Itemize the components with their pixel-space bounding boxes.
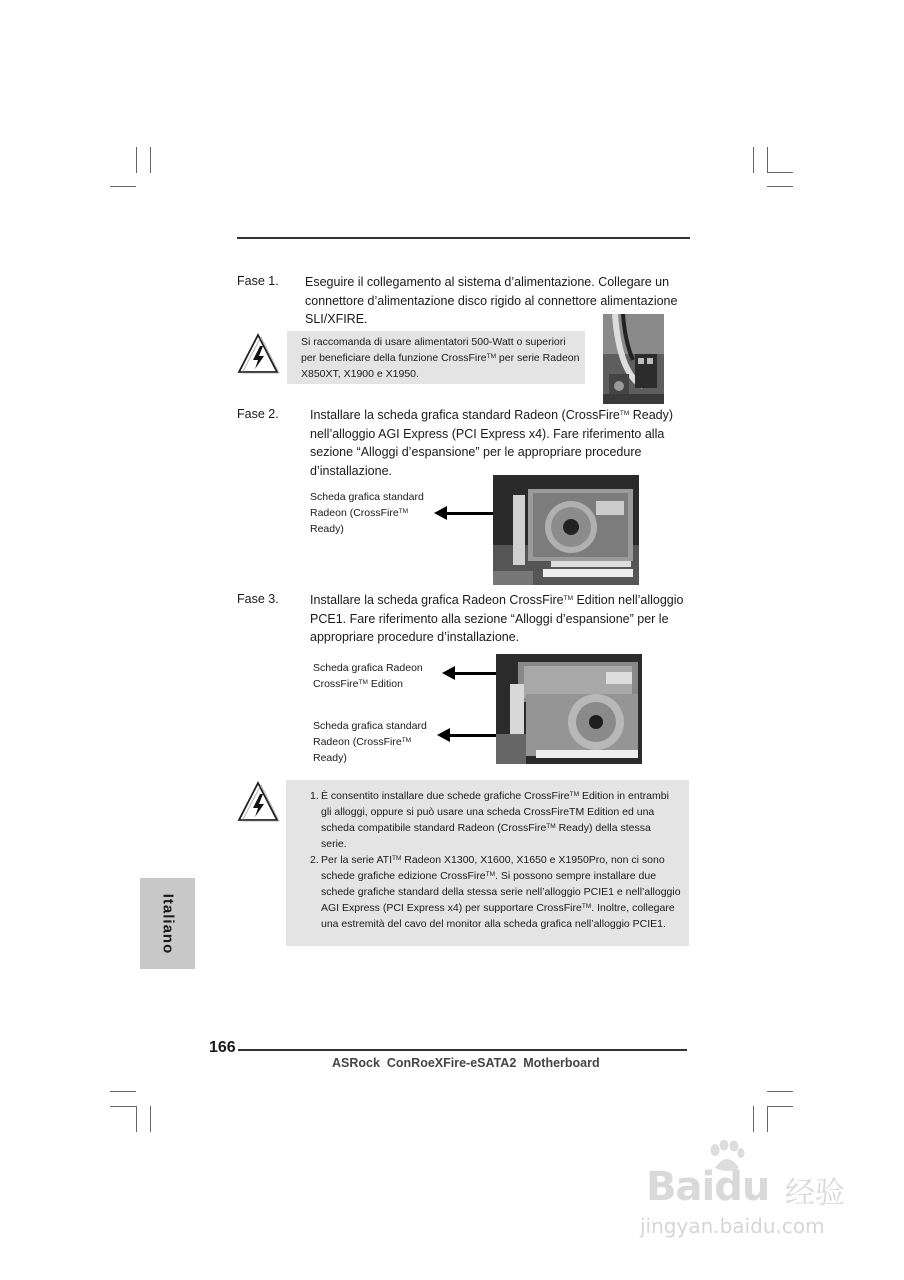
watermark [640, 1140, 890, 1240]
caption-line: Scheda grafica standard [310, 491, 424, 503]
trademark: TM [392, 855, 402, 862]
caption-text: Radeon (CrossFire [310, 507, 399, 519]
trademark: TM [486, 353, 496, 360]
text-span: Installare la scheda grafica standard Radeon (CrossFire [310, 408, 620, 422]
note-text: . Si possono sempre installare due [494, 870, 657, 882]
step-1-label: Fase 1. [237, 274, 279, 288]
caption-line: Scheda grafica Radeon [313, 662, 423, 674]
trademark: TM [569, 791, 580, 798]
step-3-text [310, 591, 684, 647]
trademark: TM [401, 737, 412, 744]
watermark-logo-text: du [714, 1164, 770, 1210]
crossfire-note [286, 780, 689, 946]
caption-line: Ready) [310, 523, 344, 535]
step-2-text [310, 406, 673, 480]
caption-text: Edition [367, 678, 403, 690]
dual-card-photo [496, 654, 642, 764]
footer-rule [238, 1049, 687, 1051]
text-line: connettore d’alimentazione disco rigido al connettore alimentazione [305, 293, 678, 308]
note-text: per serie Radeon [496, 352, 580, 364]
trademark: TM [546, 823, 556, 830]
text-line: PCE1. Fare riferimento alla sezione “Alloggi d’espansione” per le [310, 611, 669, 626]
trademark: TM [581, 903, 592, 910]
text-line: sezione “Alloggi d’espansione” per le appropriare procedure [310, 445, 642, 459]
warning-icon [236, 780, 280, 824]
note-text: Edition in entrambi [579, 790, 669, 802]
crop-mark [150, 147, 151, 173]
caption-text: Radeon (CrossFire [313, 736, 402, 748]
page-number: 166 [209, 1039, 236, 1056]
watermark-logo [646, 1164, 769, 1210]
crop-mark [110, 1091, 136, 1092]
note-text: AGI Express (PCI Express x4) per supportare CrossFire [321, 902, 582, 914]
caption-standard-card-2 [313, 718, 427, 766]
crop-mark [136, 147, 137, 173]
crop-mark [767, 1106, 768, 1132]
caption-standard-card [310, 489, 424, 537]
text-line: d’installazione. [310, 463, 392, 478]
text-span: Edition nell’alloggio [573, 593, 684, 607]
text-line: nell’alloggio AGI Express (PCI Express x4). Fare riferimento alla [310, 426, 665, 441]
note-line [321, 868, 688, 884]
list-number: 2. [310, 854, 319, 866]
text-span: Ready) [629, 408, 674, 422]
trademark: TM [398, 508, 409, 515]
caption-line [313, 676, 423, 692]
language-tab-label: Italiano [159, 893, 176, 954]
note-line: X850XT, X1900 e X1950. [301, 368, 419, 380]
crop-mark [767, 1091, 793, 1092]
crop-mark [150, 1106, 151, 1132]
note-line [321, 820, 688, 836]
note-text: schede grafiche edizione CrossFire [321, 870, 486, 882]
crop-mark [767, 1106, 793, 1107]
list-item [310, 852, 688, 932]
crop-mark [767, 172, 793, 173]
text-line: SLI/XFIRE. [305, 312, 368, 326]
watermark-logo-text: Bai [646, 1164, 715, 1210]
list-item [310, 788, 688, 852]
caption-text: CrossFire [313, 678, 359, 690]
trademark: TM [485, 871, 495, 878]
note-line [321, 900, 688, 916]
text-span: Installare la scheda grafica Radeon CrossFire [310, 593, 564, 607]
note-line [301, 350, 586, 366]
footer-title: ASRock ConRoeXFire-eSATA2 Motherboard [332, 1056, 600, 1070]
note-text: Ready) della stessa [555, 822, 651, 834]
note-line: una estremità del cavo del monitor alla scheda grafica nell’alloggio PCIE1. [321, 918, 666, 930]
text-line [310, 406, 673, 425]
caption-line: Ready) [313, 752, 347, 764]
note-text: . Inoltre, collegare [591, 902, 675, 914]
note-text: scheda compatibile standard Radeon (CrossFire [321, 822, 547, 834]
language-tab [140, 878, 195, 969]
step-3-label: Fase 3. [237, 592, 279, 606]
crop-mark [110, 186, 136, 187]
trademark: TM [563, 595, 573, 602]
trademark: TM [619, 410, 630, 417]
crop-mark [753, 147, 754, 173]
text-line [310, 591, 684, 610]
note-text: per beneficiare della funzione CrossFire [301, 352, 487, 364]
crop-mark [136, 1106, 137, 1132]
list-number: 1. [310, 790, 319, 802]
crop-mark [110, 1106, 136, 1107]
text-line: Eseguire il collegamento al sistema d’alimentazione. Collegare un [305, 275, 670, 289]
crop-mark [767, 147, 768, 173]
watermark-url: jingyan.baidu.com [640, 1214, 825, 1238]
trademark: TM [358, 679, 368, 686]
note-line: serie. [321, 838, 347, 850]
note-text: È consentito installare due schede grafiche CrossFire [321, 790, 570, 802]
crop-mark [767, 186, 793, 187]
caption-edition-card [313, 660, 423, 692]
crop-mark [753, 1106, 754, 1132]
watermark-cn-text: 经验 [785, 1176, 845, 1211]
header-rule [237, 237, 690, 239]
power-connector-photo [603, 314, 664, 404]
caption-line [310, 505, 424, 521]
power-supply-note [287, 331, 585, 384]
caption-line [313, 734, 427, 750]
note-line: schede grafiche standard della stessa serie nell’alloggio PCIE1 e nell’alloggio [321, 886, 681, 898]
warning-icon [236, 332, 280, 376]
caption-line: Scheda grafica standard [313, 720, 427, 732]
note-line: gli alloggi, oppure si può usare una scheda CrossFireTM Edition ed una [321, 806, 655, 818]
text-line: appropriare procedure d’installazione. [310, 630, 520, 644]
note-line [321, 788, 688, 804]
note-line [321, 852, 688, 868]
note-line: Si raccomanda di usare alimentatori 500-Watt o superiori [301, 336, 566, 348]
note-text: Radeon X1300, X1600, X1650 e X1950Pro, non ci sono [401, 854, 665, 866]
note-text: Per la serie ATI [321, 854, 392, 866]
graphics-card-photo [493, 475, 639, 585]
step-2-label: Fase 2. [237, 407, 279, 421]
